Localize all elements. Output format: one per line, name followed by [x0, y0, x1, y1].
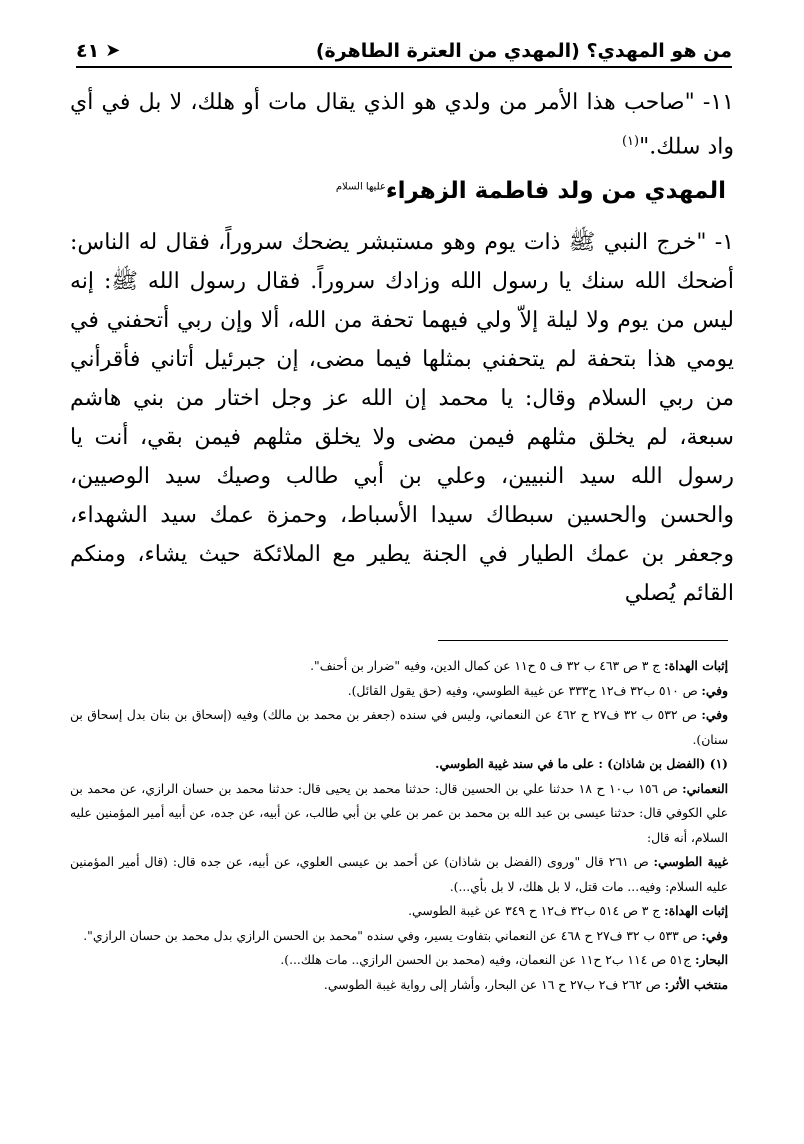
running-title: من هو المهدي؟ (المهدي من العترة الطاهرة): [315, 40, 732, 62]
footnote-line: وفي: ص ٥٣٣ ب ٣٢ ف٢٧ ح ٤٦٨ عن النعماني بتفاوت يسير، وفي سنده "محمد بن الحسن الرازي بدل محمد بن حسان الرازي".: [83, 927, 728, 943]
salutation-mark: عليها السلام: [335, 181, 386, 193]
page-number: ٤١: [76, 40, 100, 62]
section-title: المهدي من ولد فاطمة الزهراء: [385, 178, 726, 204]
footnote-line: منتخب الأثر: ص ٢٦٢ ف٢ ب٢٧ ح ١٦ عن البحار، وأشار إلى رواية غيبة الطوسي.: [323, 976, 728, 992]
footnote-ref: (١): [621, 134, 640, 149]
hadith-11-text: ١١- "صاحب هذا الأمر من ولدي هو الذي يقال مات أو هلك، لا بل في أي واد سلك.": [70, 90, 734, 160]
footnote-line: البحار: ج٥١ ص ١١٤ ب٢ ح١١ عن النعمان، وفيه (محمد بن الحسن الرازي.. مات هلك...).: [280, 952, 728, 967]
footnote-divider: [438, 640, 728, 641]
footnote-line: غيبة الطوسي: ص ٢٦١ قال "وروى (الفضل بن شاذان) عن أحمد بن عيسى العلوي، عن أبيه، عن جده قال: (قال أمير المؤمنين عليه السلام: وفيه... مات قتل، لا بل هلك، لا بل بأي...).: [70, 854, 729, 894]
hadith-1-paragraph: ١- "خرج النبي ﷺ ذات يوم وهو مستبشر يضحك سروراً، فقال له الناس: أضحك الله سنك يا رسول الله وزادك سروراً. فقال رسول الله ﷺ: إنه ليس من يوم ولا ليلة إلاّ ولي فيهما تحفة من الله، ألا وإن ربي أتحفني في يومي هذا بتحفة لم يتحفني بمثلها فيما مضى، إن جبرئيل أتاني فأقرأني من ربي السلام وقال: يا محمد إن الله عز وجل اختار من بني هاشم سبعة، لم يخلق مثلهم فيمن مضى ولا يخلق مثلهم فيمن بقي، أنت يا رسول الله سيد النبيين، وعلي بن أبي طالب وصيك سيد الوصيين، والحسن والحسين سبطاك سيدا الأسباط، وحمزة عمك سيد الشهداء، وجعفر بن عمك الطيار في الجنة يطير مع الملائكة حيث يشاء، ومنكم القائم يُصلي: [70, 230, 734, 606]
footnote-line: إثبات الهداة: ج ٣ ص ٤٦٣ ب ٣٢ ف ٥ ح١١ عن كمال الدين، وفيه "ضرار بن أحنف".: [310, 658, 728, 673]
footnote-line: النعماني: ص ١٥٦ ب١٠ ح ١٨ حدثنا علي بن الحسين قال: حدثنا محمد بن يحيى قال: حدثنا محمد بن حسان الرازي، عن محمد بن علي الكوفي قال: حدثنا عيسى بن عبد الله بن محمد بن عمر بن علي بن أبي طالب، عن أبيه، عن جده، عن أبيه أمير المؤمنين عليه السلام، أنه قال:: [70, 780, 728, 845]
footnote-line: وفي: ص ٥٣٢ ب ٣٢ ف٢٧ ح ٤٦٢ عن النعماني، وليس في سنده (جعفر بن محمد بن مالك) وفيه (إسحاق بن بنان بدل إسحاق بن سنان).: [70, 707, 728, 747]
hadith-1: [70, 223, 734, 613]
page-number-group: [76, 40, 120, 62]
footnotes: [70, 654, 728, 997]
footnote-line: إثبات الهداة: ج ٣ ص ٥١٤ ب٣٢ ف١٢ ح ٣٤٩ عن غيبة الطوسي.: [408, 903, 728, 918]
arrow-icon: ➤: [105, 40, 121, 61]
hadith-11-paragraph: [70, 83, 734, 166]
hadith-11: [70, 83, 734, 166]
running-header: [76, 24, 732, 68]
footnote-line: (١) (الفضل بن شاذان) : على ما في سند غيبة الطوسي.: [435, 756, 728, 771]
footnote-line: وفي: ص ٥١٠ ب٣٢ ف١٢ ح٣٣٣ عن غيبة الطوسي، وفيه (حق يقول القائل).: [347, 682, 728, 698]
section-heading: [76, 178, 726, 204]
